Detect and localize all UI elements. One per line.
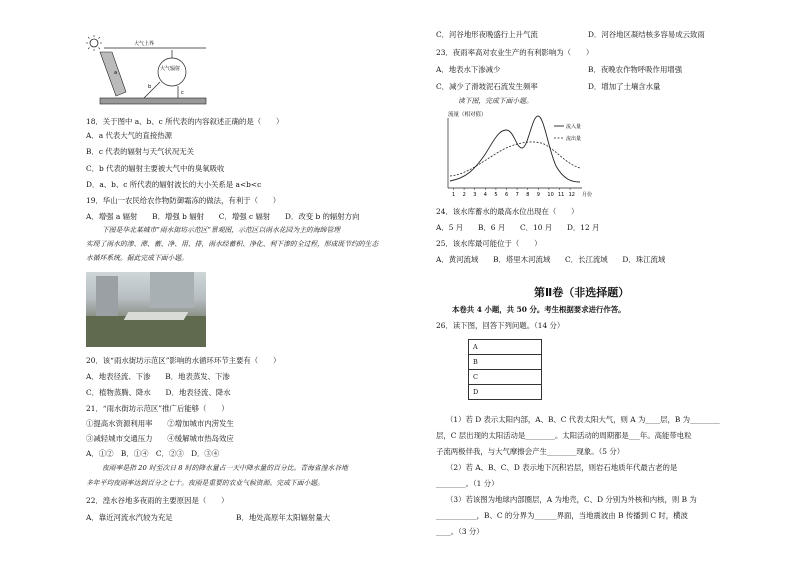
layer-b: B (469, 355, 541, 370)
intro2-line2: 多年平均夜雨率达到百分之七十。夜雨是重要的农业气候资源。完成下面小题。 (86, 479, 324, 487)
q20-options-1[interactable]: A．地表径流、下渗 B．地表蒸发、下渗 (86, 372, 230, 381)
q21-options[interactable]: A．①② B．①④ C．②③ D．③④ (86, 449, 220, 458)
month-tick-11: 11 (558, 192, 565, 198)
layer-a: A (469, 340, 541, 355)
q21-items-1: ①提高水资源利用率 ②增加城市内涝发生 (86, 419, 234, 428)
q24-options[interactable]: A．5 月 B．6 月 C．10 月 D．12 月 (436, 223, 600, 232)
layer-diagram (468, 339, 542, 400)
q21-items-2: ③减轻城市交通压力 ④缓解城市热岛效应 (86, 434, 234, 443)
q21-stem: 21．“雨水街坊示范区”推广后能够（ ） (86, 404, 229, 413)
q20-stem: 20．该“雨水街坊示范区”影响的水循环环节主要有（ ） (86, 356, 281, 365)
intro1-line1: 下图是华北某城市“雨水街坊示范区”景观图，示范区以雨水花园为主的海绵管理 (102, 226, 341, 234)
q23-stem: 23．夜雨率高对农业生产的有利影响为（ ） (436, 48, 594, 57)
chart-y-label: 流量（相对值） (448, 112, 487, 118)
label-b: b (148, 84, 152, 90)
q19-options[interactable]: A．增强 a 辐射 B．增强 b 辐射 C．增强 c 辐射 D．改变 b 的辐射方向 (86, 212, 360, 221)
q26-part3-line1: （3）若该图为地球内部圈层，A 为地壳，C、D 分别为外核和内核，则 B 为 (446, 495, 697, 504)
q22-option-c[interactable]: C．河谷地形夜晚盛行上升气流 (436, 30, 538, 39)
q26-part3-line2: ___________，B、C 的分界为______界面，当地震波由 B 传播到 C 时，横波 (436, 511, 688, 520)
q26-part1-line3: 子流两极伴我，与大气摩擦会产生________现象。（5 分） (436, 447, 625, 456)
month-tick-1: 1 (452, 192, 456, 198)
q18-stem: 18．关于图中 a、b、c 所代表的内容叙述正确的是（ ） (86, 117, 284, 126)
radiation-diagram (86, 34, 208, 108)
atmosphere-radiation-label: 大气辐射 (160, 66, 181, 72)
arrow-a-shape (100, 52, 126, 96)
month-tick-2: 2 (462, 192, 466, 198)
intro3: 读下图，完成下面小题。 (458, 97, 533, 105)
atmosphere-circle (158, 58, 186, 86)
q26-part1-line2: 层，C 层出现的太阳活动是________。太阳活动的周期都是___年。高能带电粒 (436, 431, 692, 440)
section-note: 本卷共 4 小题，共 50 分。考生根据要求进行作答。 (452, 305, 626, 314)
month-tick-6: 6 (505, 192, 509, 198)
q18-option-b[interactable]: B．c 代表的辐射与天气状况无关 (86, 147, 194, 156)
q24-stem: 24．该水库蓄水的最高水位出现在（ ） (436, 207, 579, 216)
q18-option-c[interactable]: C．b 代表的辐射主要被大气中的臭氧吸收 (86, 164, 225, 173)
month-tick-7: 7 (515, 192, 519, 198)
q22-option-a[interactable]: A．靠近河流水汽较为充足 (86, 513, 173, 522)
q22-option-b[interactable]: B．地处高原年太阳辐射量大 (236, 513, 331, 522)
q22-stem: 22．湟水谷地多夜雨的主要原因是（ ） (86, 496, 229, 505)
month-tick-10: 10 (547, 192, 554, 198)
outflow-line (450, 142, 580, 176)
q19-stem: 19．华山一农民给农作物防御霜冻的做法，有利于（ ） (86, 196, 281, 205)
layer-d: D (473, 388, 479, 396)
intro1-line3: 水循环系统。据此完成下面小题。 (86, 254, 188, 262)
q26-part2-line1: （2）若 A、B、C、D 表示地下沉积岩层，则岩石地质年代最古老的是 (446, 463, 678, 472)
ground-surface (100, 98, 206, 104)
rain-garden-photo (86, 272, 206, 347)
q26-part3-line3: ____。（3 分） (436, 527, 484, 536)
month-tick-12: 12 (568, 192, 575, 198)
month-tick-3: 3 (473, 192, 477, 198)
q20-options-2[interactable]: C．植物蒸腾、降水 D．地表径流、降水 (86, 388, 231, 397)
section-title: 第Ⅱ卷（非选择题） (534, 286, 630, 299)
q26-stem: 26．读下图，回答下列问题。（14 分） (436, 321, 565, 330)
q23-option-a[interactable]: A．地表水下渗减少 (436, 65, 501, 74)
layer-c: C (469, 370, 541, 385)
q25-options[interactable]: A．黄河流域 B．塔里木河流域 C．长江流域 D．珠江流域 (436, 255, 666, 264)
label-c: c (181, 90, 184, 96)
q22-option-d[interactable]: D．河谷地区凝结核多容易成云致雨 (588, 30, 705, 39)
q23-option-c[interactable]: C．减少了滑坡泥石流发生频率 (436, 82, 538, 91)
intro2-line1: 夜雨率是指 20 时至次日 8 时的降水量占一天中降水量的百分比。青海省湟水谷地 (102, 464, 348, 472)
top-atmosphere-label: 大气上界 (134, 41, 155, 47)
month-tick-9: 9 (536, 192, 540, 198)
q18-option-d[interactable]: D．a、b、c 所代表的辐射波长的大小关系是 a<b<c (86, 180, 262, 189)
x-unit-label: 月份 (582, 192, 592, 198)
month-tick-5: 5 (494, 192, 498, 198)
month-tick-4: 4 (483, 192, 487, 198)
q25-stem: 25．该水库最可能位于（ ） (436, 239, 542, 248)
legend-outflow: 流出量 (566, 136, 582, 142)
q26-part2-line2: ________。（1 分） (436, 479, 499, 488)
q18-option-a[interactable]: A．a 代表大气的直接热源 (86, 131, 173, 140)
reservoir-flow-chart (436, 108, 592, 200)
month-tick-labels (452, 188, 575, 198)
q23-option-b[interactable]: B．夜晚农作物呼吸作用增强 (588, 65, 683, 74)
q26-part1-line1: （1）若 D 表示太阳内部，A、B、C 代表太阳大气，则 A 为____层，B 为________ (446, 415, 720, 424)
sun-icon (86, 35, 102, 51)
q23-option-d[interactable]: D．增加了土壤含水量 (588, 82, 661, 91)
month-tick-8: 8 (526, 192, 530, 198)
legend-inflow: 流入量 (566, 124, 582, 130)
label-a: a (114, 70, 118, 76)
intro1-line2: 实现了雨水的渗、滞、蓄、净、用、排，雨水经蓄积、净化、利下渗的全过程，形成既节约的生态 (86, 240, 379, 248)
